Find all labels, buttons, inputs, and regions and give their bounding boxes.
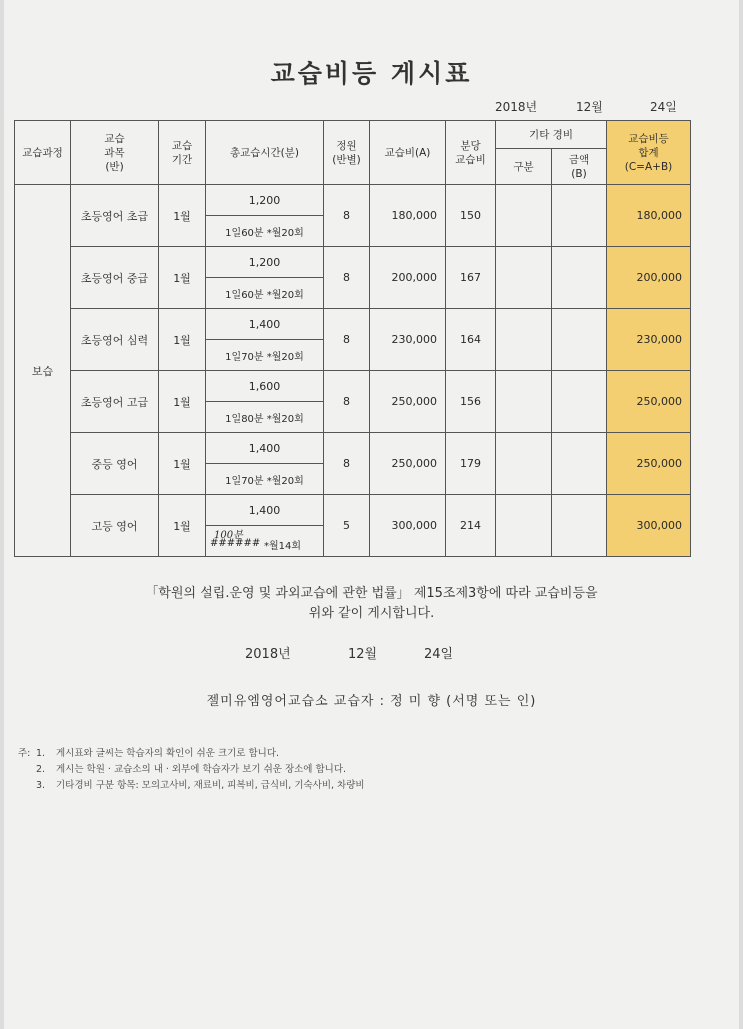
schedule-cell: 1일70분 *월20회 xyxy=(206,464,324,495)
capacity-cell: 5 xyxy=(324,495,370,557)
schedule-cell: 100분 ###### *월14회 xyxy=(206,526,324,557)
fee-cell: 200,000 xyxy=(370,247,446,309)
header-period: 교습 기간 xyxy=(159,121,206,185)
subject-cell: 중등 영어 xyxy=(71,433,159,495)
fee-cell: 180,000 xyxy=(370,185,446,247)
period-cell: 1월 xyxy=(159,247,206,309)
page-title: 교습비등 게시표 xyxy=(270,59,473,88)
minutes-cell: 1,400 xyxy=(206,309,324,340)
header-subject: 교습 과목 (반) xyxy=(71,121,159,185)
per-minute-cell: 179 xyxy=(446,433,496,495)
notes-section xyxy=(18,746,365,794)
header-course: 교습과정 xyxy=(15,121,71,185)
fee-cell: 250,000 xyxy=(370,433,446,495)
other-kind-cell xyxy=(496,371,552,433)
header-fee: 교습비(A) xyxy=(370,121,446,185)
header-total: 교습비등 합계 (C=A+B) xyxy=(607,121,691,185)
other-kind-cell xyxy=(496,309,552,371)
legal-statement: 「학원의 설립.운영 및 과외교습에 관한 법률」 제15조제3항에 따라 교습비등을 위와 같이 게시합니다. xyxy=(145,586,598,621)
minutes-cell: 1,200 xyxy=(206,247,324,278)
fee-cell: 230,000 xyxy=(370,309,446,371)
total-cell: 250,000 xyxy=(607,371,691,433)
schedule-cell: 1일60분 *월20회 xyxy=(206,216,324,247)
period-cell: 1월 xyxy=(159,433,206,495)
course-cell: 보습 xyxy=(15,185,71,557)
struck-out-text: ###### xyxy=(210,538,261,549)
period-cell: 1월 xyxy=(159,309,206,371)
fee-table xyxy=(14,120,691,557)
total-cell: 300,000 xyxy=(607,495,691,557)
minutes-cell: 1,400 xyxy=(206,495,324,526)
other-amount-cell xyxy=(552,247,607,309)
other-amount-cell xyxy=(552,495,607,557)
fee-cell: 300,000 xyxy=(370,495,446,557)
per-minute-cell: 164 xyxy=(446,309,496,371)
signer-line: 젤미유엠영어교습소 교습자 : 정 미 향 (서명 또는 인) xyxy=(206,694,537,709)
capacity-cell: 8 xyxy=(324,185,370,247)
minutes-cell: 1,400 xyxy=(206,433,324,464)
period-cell: 1월 xyxy=(159,185,206,247)
bottom-date-month: 12월 xyxy=(348,647,378,662)
other-amount-cell xyxy=(552,433,607,495)
note-item: 2. 게시는 학원 · 교습소의 내 · 외부에 학습자가 보기 쉬운 장소에 합니다. xyxy=(36,764,347,775)
top-date-month: 12월 xyxy=(576,100,603,114)
per-minute-cell: 167 xyxy=(446,247,496,309)
subject-cell: 초등영어 중급 xyxy=(71,247,159,309)
note-item: 3. 기타경비 구분 항목: 모의고사비, 재료비, 피복비, 급식비, 기숙사비, 차량비 xyxy=(36,780,365,791)
minutes-cell: 1,200 xyxy=(206,185,324,216)
schedule-cell: 1일60분 *월20회 xyxy=(206,278,324,309)
other-kind-cell xyxy=(496,433,552,495)
capacity-cell: 8 xyxy=(324,247,370,309)
header-total-time: 총교습시간(분) xyxy=(206,121,324,185)
other-kind-cell xyxy=(496,185,552,247)
top-date-year: 2018년 xyxy=(495,100,538,114)
schedule-cell: 1일70분 *월20회 xyxy=(206,340,324,371)
top-date-day: 24일 xyxy=(650,100,677,114)
period-cell: 1월 xyxy=(159,495,206,557)
minutes-cell: 1,600 xyxy=(206,371,324,402)
header-capacity: 정원 (반별) xyxy=(324,121,370,185)
bottom-date-year: 2018년 xyxy=(245,647,291,662)
subject-cell: 초등영어 심력 xyxy=(71,309,159,371)
per-minute-cell: 214 xyxy=(446,495,496,557)
total-cell: 180,000 xyxy=(607,185,691,247)
other-amount-cell xyxy=(552,371,607,433)
other-amount-cell xyxy=(552,185,607,247)
per-minute-cell: 156 xyxy=(446,371,496,433)
total-cell: 200,000 xyxy=(607,247,691,309)
capacity-cell: 8 xyxy=(324,433,370,495)
capacity-cell: 8 xyxy=(324,309,370,371)
subject-cell: 초등영어 고급 xyxy=(71,371,159,433)
period-cell: 1월 xyxy=(159,371,206,433)
header-other-expenses: 기타 경비 xyxy=(496,121,607,149)
header-per-minute: 분당 교습비 xyxy=(446,121,496,185)
total-cell: 230,000 xyxy=(607,309,691,371)
other-kind-cell xyxy=(496,495,552,557)
bottom-date-day: 24일 xyxy=(424,647,454,662)
total-cell: 250,000 xyxy=(607,433,691,495)
per-minute-cell: 150 xyxy=(446,185,496,247)
schedule-cell: 1일80분 *월20회 xyxy=(206,402,324,433)
note-item: 주: 1. 게시표와 글씨는 학습자의 확인이 쉬운 크기로 합니다. xyxy=(18,748,280,759)
other-kind-cell xyxy=(496,247,552,309)
handwritten-correction: 100분 xyxy=(214,530,243,541)
subject-cell: 초등영어 초급 xyxy=(71,185,159,247)
other-amount-cell xyxy=(552,309,607,371)
capacity-cell: 8 xyxy=(324,371,370,433)
header-other-kind: 구분 xyxy=(496,149,552,185)
header-other-amount: 금액 (B) xyxy=(552,149,607,185)
subject-cell: 고등 영어 xyxy=(71,495,159,557)
fee-cell: 250,000 xyxy=(370,371,446,433)
